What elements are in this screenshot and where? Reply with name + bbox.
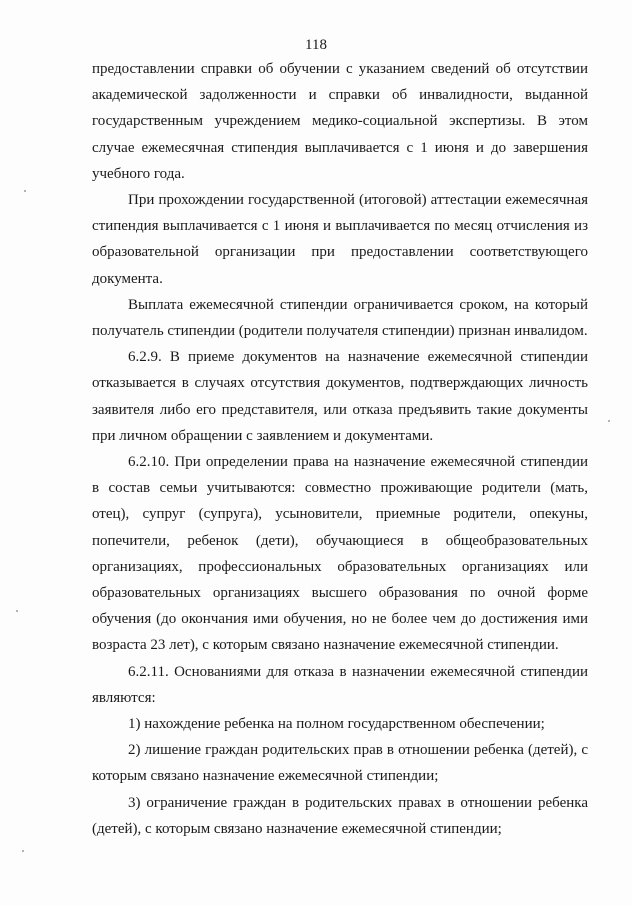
scan-speck [22,850,24,852]
scan-speck [608,420,610,422]
paragraph-6-2-11: 6.2.11. Основаниями для отказа в назначении ежемесячной стипендии являются: [92,663,588,706]
paragraph-6-2-9: 6.2.9. В приеме документов на назначение ежемесячной стипендии отказывается в случаях отсутствия документов, подтверждающих личность заявителя либо его представителя, или отказа предъявить такие документы при личном обращении с заявлением и документами. [92,349,588,444]
scan-speck [24,190,26,192]
paragraph-6-2-10: 6.2.10. При определении права на назначение ежемесячной стипендии в состав семьи учитываются: совместно проживающие родители (мать, отец), супруг (супруга), усыновители, приемные родители, опекуны, попечители, ребенок (дети), обучающиеся в общеобразовательных организациях, профессиональных образовательных организациях или образовательных организациях высшего образования по очной форме обучения (до окончания ими обучения, но не более чем до достижения ими возраста 23 лет), с которым связано назначение ежемесячной стипендии. [92,454,588,654]
body-text [92,56,588,842]
list-item-2: 2) лишение граждан родительских прав в отношении ребенка (детей), с которым связано назначение ежемесячной стипендии; [92,742,588,785]
scan-speck [16,610,18,612]
paragraph-continuation: предоставлении справки об обучении с указанием сведений об отсутствии академической задолженности и справки об инвалидности, выданной государственным учреждением медико-социальной экспертизы. В этом случае ежемесячная стипендия выплачивается с 1 июня и до завершения учебного года. [92,61,588,182]
list-item-3: 3) ограничение граждан в родительских правах в отношении ребенка (детей), с которым связано назначение ежемесячной стипендии; [92,794,588,837]
page-number: 118 [305,37,327,53]
list-item-1: 1) нахождение ребенка на полном государственном обеспечении; [128,716,545,733]
paragraph-payment-limit: Выплата ежемесячной стипендии ограничивается сроком, на который получатель стипендии (родители получателя стипендии) признан инвалидом. [92,296,588,340]
paragraph-attestation: При прохождении государственной (итоговой) аттестации ежемесячная стипендия выплачивается с 1 июня и выплачивается по месяц отчисления из образовательной организации при предоставлении соответствующего документа. [92,192,588,287]
